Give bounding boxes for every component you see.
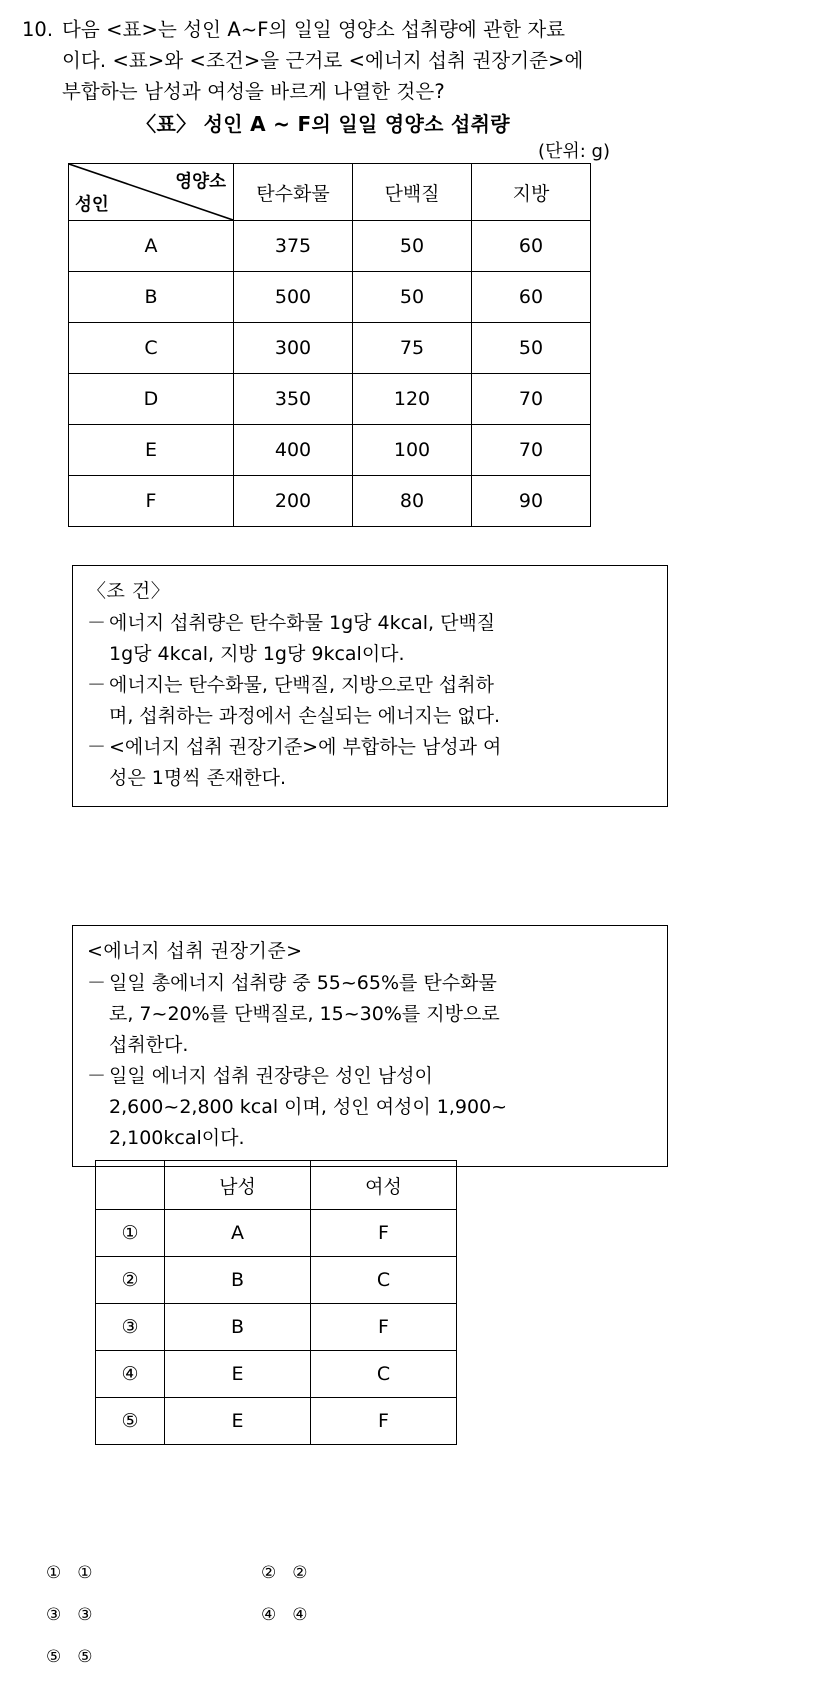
cell-protein: 100 xyxy=(353,425,472,476)
question-line-2: 이다. <표>와 <조건>을 근거로 <에너지 섭취 권장기준>에 xyxy=(62,49,584,72)
answer-option-row xyxy=(46,1636,476,1678)
option-bubble-4[interactable]: ④ xyxy=(261,1605,277,1625)
option-label-4: ④ xyxy=(292,1605,308,1625)
corner-label-nutrient: 영양소 xyxy=(175,172,226,192)
condition-item-text xyxy=(109,608,653,670)
choice-table xyxy=(95,1160,457,1445)
choice-row[interactable] xyxy=(96,1398,457,1445)
choice-number: ④ xyxy=(96,1351,165,1398)
choice-number: ③ xyxy=(96,1304,165,1351)
cell-fat: 70 xyxy=(472,425,591,476)
question-text xyxy=(62,14,808,107)
cell-carb: 500 xyxy=(234,272,353,323)
dash-marker: － xyxy=(87,674,107,696)
condition-box xyxy=(72,565,668,807)
table-row xyxy=(69,272,591,323)
cell-adult: B xyxy=(69,272,234,323)
cell-fat: 60 xyxy=(472,272,591,323)
table-title: 〈표〉 성인 A ~ F의 일일 영양소 섭취량 xyxy=(136,112,510,136)
cell-adult: D xyxy=(69,374,234,425)
choice-male-value: E xyxy=(165,1398,311,1445)
cell-protein: 75 xyxy=(353,323,472,374)
header-fat: 지방 xyxy=(472,164,591,221)
table-row xyxy=(69,476,591,527)
answer-option-row xyxy=(46,1594,476,1636)
dash-marker: － xyxy=(87,1065,107,1087)
dash-marker: － xyxy=(87,736,107,758)
cell-adult: C xyxy=(69,323,234,374)
corner-diagonal-header-cell xyxy=(69,164,234,221)
cell-adult: A xyxy=(69,221,234,272)
cell-fat: 70 xyxy=(472,374,591,425)
table-row xyxy=(69,221,591,272)
cell-adult: E xyxy=(69,425,234,476)
standard-line: 일일 에너지 섭취 권장량은 성인 남성이 xyxy=(109,1065,433,1087)
condition-item xyxy=(87,670,653,732)
answer-option-3[interactable] xyxy=(46,1605,261,1625)
dash-marker: － xyxy=(87,972,107,994)
standard-item xyxy=(87,968,653,1061)
cell-carb: 375 xyxy=(234,221,353,272)
question-stem xyxy=(18,14,808,107)
cell-fat: 90 xyxy=(472,476,591,527)
table-header-row xyxy=(69,164,591,221)
choice-number: ① xyxy=(96,1210,165,1257)
choice-header-blank xyxy=(96,1161,165,1210)
condition-line: 1g당 4kcal, 지방 1g당 9kcal이다. xyxy=(109,643,405,665)
dash-marker: － xyxy=(87,612,107,634)
nutrient-table xyxy=(68,163,591,527)
corner-label-adult: 성인 xyxy=(75,195,109,215)
answer-option-2[interactable] xyxy=(261,1563,476,1583)
table-row xyxy=(69,425,591,476)
choice-number: ② xyxy=(96,1257,165,1304)
option-label-1: ① xyxy=(77,1563,93,1583)
header-protein: 단백질 xyxy=(353,164,472,221)
table-row xyxy=(69,374,591,425)
option-bubble-2[interactable]: ② xyxy=(261,1563,277,1583)
answer-option-1[interactable] xyxy=(46,1563,261,1583)
standard-item-text xyxy=(109,968,653,1061)
condition-line: 성은 1명씩 존재한다. xyxy=(109,767,287,789)
cell-carb: 200 xyxy=(234,476,353,527)
choice-male-value: A xyxy=(165,1210,311,1257)
standard-item-text xyxy=(109,1061,653,1154)
standard-line: 2,600~2,800 kcal 이며, 성인 여성이 1,900~ xyxy=(109,1096,508,1118)
energy-standard-box-title: <에너지 섭취 권장기준> xyxy=(87,940,303,962)
choice-row[interactable] xyxy=(96,1351,457,1398)
choice-female-value: F xyxy=(311,1210,457,1257)
condition-item-text xyxy=(109,732,653,794)
cell-adult: F xyxy=(69,476,234,527)
standard-line: 2,100kcal이다. xyxy=(109,1127,245,1149)
choice-header-row xyxy=(96,1161,457,1210)
condition-line: 에너지는 탄수화물, 단백질, 지방으로만 섭취하 xyxy=(109,674,494,696)
question-line-3: 부합하는 남성과 여성을 바르게 나열한 것은? xyxy=(62,80,445,103)
energy-standard-box xyxy=(72,925,668,1167)
option-label-3: ③ xyxy=(77,1605,93,1625)
choice-number: ⑤ xyxy=(96,1398,165,1445)
answer-option-list xyxy=(46,1552,476,1678)
cell-carb: 350 xyxy=(234,374,353,425)
choice-female-value: C xyxy=(311,1351,457,1398)
condition-line: 며, 섭취하는 과정에서 손실되는 에너지는 없다. xyxy=(109,705,501,727)
choice-table-wrapper xyxy=(95,1160,457,1445)
choice-male-value: E xyxy=(165,1351,311,1398)
choice-male-value: B xyxy=(165,1257,311,1304)
cell-protein: 80 xyxy=(353,476,472,527)
header-carbohydrate: 탄수화물 xyxy=(234,164,353,221)
option-label-5: ⑤ xyxy=(77,1647,93,1667)
cell-protein: 50 xyxy=(353,221,472,272)
condition-item xyxy=(87,732,653,794)
standard-item xyxy=(87,1061,653,1154)
standard-line: 로, 7~20%를 단백질로, 15~30%를 지방으로 xyxy=(109,1003,500,1025)
condition-item-text xyxy=(109,670,653,732)
option-label-2: ② xyxy=(292,1563,308,1583)
cell-fat: 60 xyxy=(472,221,591,272)
choice-header-female: 여성 xyxy=(311,1161,457,1210)
choice-header-male: 남성 xyxy=(165,1161,311,1210)
question-line-1: 다음 <표>는 성인 A~F의 일일 영양소 섭취량에 관한 자료 xyxy=(62,18,566,41)
table-row xyxy=(69,323,591,374)
cell-carb: 300 xyxy=(234,323,353,374)
cell-protein: 120 xyxy=(353,374,472,425)
cell-protein: 50 xyxy=(353,272,472,323)
choice-row[interactable] xyxy=(96,1210,457,1257)
table-unit-label: (단위: g) xyxy=(537,141,610,162)
answer-option-5[interactable] xyxy=(46,1647,261,1667)
standard-line: 섭취한다. xyxy=(109,1034,189,1056)
condition-line: 에너지 섭취량은 탄수화물 1g당 4kcal, 단백질 xyxy=(109,612,496,634)
choice-row[interactable] xyxy=(96,1304,457,1351)
option-bubble-3[interactable]: ③ xyxy=(46,1605,62,1625)
option-bubble-5[interactable]: ⑤ xyxy=(46,1647,62,1667)
choice-row[interactable] xyxy=(96,1257,457,1304)
question-number: 10. xyxy=(22,18,54,41)
nutrient-table-wrapper xyxy=(68,163,591,527)
option-bubble-1[interactable]: ① xyxy=(46,1563,62,1583)
cell-fat: 50 xyxy=(472,323,591,374)
choice-female-value: F xyxy=(311,1304,457,1351)
condition-box-title: 〈조 건〉 xyxy=(87,580,171,602)
cell-carb: 400 xyxy=(234,425,353,476)
choice-female-value: C xyxy=(311,1257,457,1304)
condition-item xyxy=(87,608,653,670)
answer-option-row xyxy=(46,1552,476,1594)
choice-male-value: B xyxy=(165,1304,311,1351)
condition-line: <에너지 섭취 권장기준>에 부합하는 남성과 여 xyxy=(109,736,502,758)
standard-line: 일일 총에너지 섭취량 중 55~65%를 탄수화물 xyxy=(109,972,497,994)
choice-female-value: F xyxy=(311,1398,457,1445)
answer-option-4[interactable] xyxy=(261,1605,476,1625)
